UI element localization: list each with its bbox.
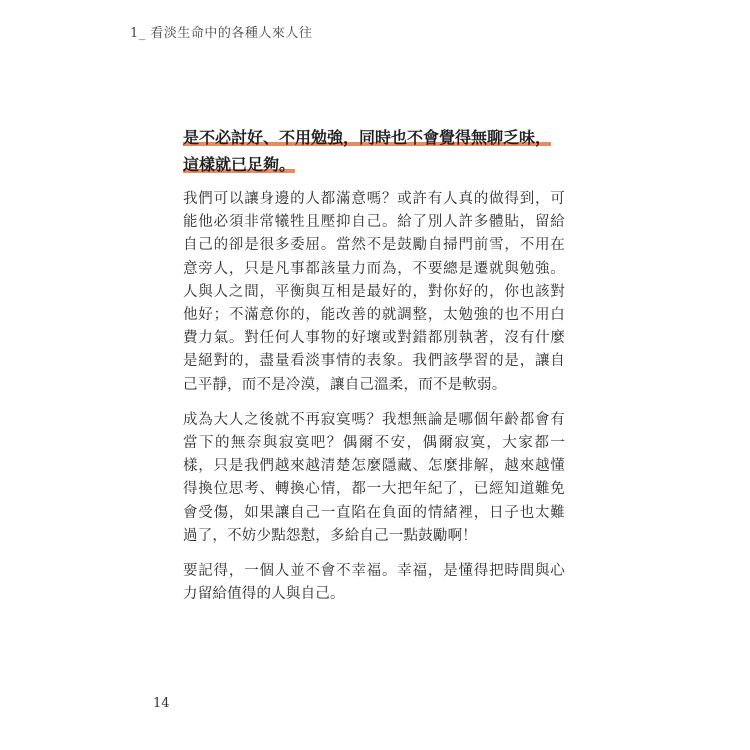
highlighted-quote-text: 是不必討好、不用勉強，同時也不會覺得無聊乏味，這樣就已足夠。 — [183, 128, 552, 174]
highlighted-quote — [183, 124, 565, 178]
body-paragraph-2: 成為大人之後就不再寂寞嗎？我想無論是哪個年齡都會有當下的無奈與寂寞吧？偶爾不安，偶爾寂寞，大家都一樣，只是我們越來越清楚怎麼隱藏、怎麼排解，越來越懂得換位思考、轉換心情，都一大把年紀了，已經知道難免會受傷，如果讓自己一直陷在負面的情緒裡，日子也太難過了，不妨少點怨懟，多給自己一點鼓勵啊！ — [183, 411, 565, 544]
page-number: 14 — [153, 696, 170, 711]
page-body — [183, 124, 565, 618]
running-header: 1_ 看淡生命中的各種人來人往 — [130, 26, 313, 41]
body-paragraph-3: 要記得，一個人並不會不幸福。幸福，是懂得把時間與心力留給值得的人與自己。 — [183, 563, 565, 603]
body-paragraph-1: 我們可以讓身邊的人都滿意嗎？或許有人真的做得到，可能他必須非常犧牲且壓抑自己。給了別人許多體貼，留給自己的卻是很多委屈。當然不是鼓勵自掃門前雪，不用在意旁人，只是凡事都該量力而為，不要總是遷就與勉強。人與人之間，平衡與互相是最好的，對你好的，你也該對他好；不滿意你的，能改善的就調整，太勉強的也不用白費力氣。對任何人事物的好壞或對錯都別執著，沒有什麼是絕對的，盡量看淡事情的表象。我們該學習的是，讓自己平靜，而不是冷漠，讓自己溫柔，而不是軟弱。 — [183, 191, 565, 393]
